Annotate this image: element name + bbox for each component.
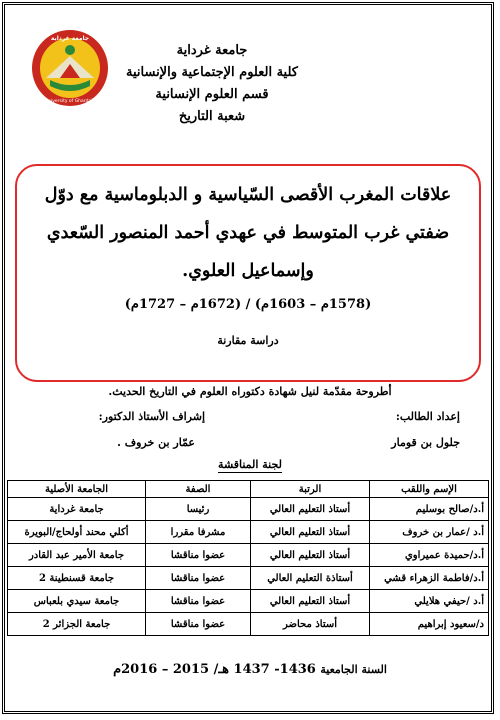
logo-text-bottom: University of Ghardaia — [44, 99, 96, 104]
member-role: عضوا مناقشا — [146, 613, 251, 636]
member-university: جامعة الجزائر 2 — [8, 613, 146, 636]
student-label: إعداد الطالب: — [395, 410, 460, 423]
header-rank: الرتبة — [251, 481, 370, 498]
member-rank: أستاذ محاضر — [251, 613, 370, 636]
title-line-2: ضفتي غرب المتوسط في عهدي أحمد المنصور السّعدي — [46, 223, 450, 243]
academic-year-label: السنة الجامعية — [320, 663, 387, 676]
table-row — [8, 521, 489, 544]
member-role: عضوا مناقشا — [146, 590, 251, 613]
student-name: جلول بن قومار — [391, 436, 460, 449]
member-role: عضوا مناقشا — [146, 544, 251, 567]
period-dates: (1578م – 1603م) / (1672م – 1727م) — [124, 297, 372, 312]
table-row — [8, 498, 489, 521]
table-row — [8, 567, 489, 590]
member-rank: أستاذ التعليم العالي — [251, 590, 370, 613]
member-name: أ.د/فاطمة الزهراء قشي — [370, 567, 489, 590]
member-university: جامعة غرداية — [8, 498, 146, 521]
member-role: مشرفا مقررا — [146, 521, 251, 544]
title-line-3: وإسماعيل العلوي. — [182, 261, 314, 281]
header-name: الإسم واللقب — [370, 481, 489, 498]
member-role: عضوا مناقشا — [146, 567, 251, 590]
branch-name: شعبة التاريخ — [178, 109, 246, 124]
supervisor-name: عمّار بن خروف . — [117, 436, 195, 449]
university-logo — [30, 28, 110, 108]
member-university: جامعة قسنطينة 2 — [8, 567, 146, 590]
supervisor-label: إشراف الأستاذ الدكتور: — [98, 410, 205, 423]
committee-title-text: لجنة المناقشة — [218, 458, 282, 471]
faculty-name: كلية العلوم الإجتماعية والإنسانية — [126, 65, 298, 80]
thesis-note: أطروحة مقدّمة لنيل شهادة دكتوراه العلوم في التاريخ الحديث. — [108, 385, 392, 398]
table-header-row — [8, 481, 489, 498]
member-university: جامعة سيدي بلعباس — [8, 590, 146, 613]
table-row — [8, 544, 489, 567]
study-type: دراسة مقارنة — [217, 334, 279, 347]
member-name: أ.د/صالح بوسليم — [370, 498, 489, 521]
member-university: جامعة الأمير عبد القادر — [8, 544, 146, 567]
member-name: أ.د /عمار بن خروف — [370, 521, 489, 544]
member-rank: أستاذ التعليم العالي — [251, 521, 370, 544]
thesis-title — [40, 176, 456, 290]
member-name: د/سعيود إبراهيم — [370, 613, 489, 636]
department-name: قسم العلوم الإنسانية — [155, 87, 269, 102]
title-line-1: علاقات المغرب الأقصى السّياسية و الدبلوماسية مع دوّل — [44, 185, 452, 205]
member-rank: أستاذة التعليم العالي — [251, 567, 370, 590]
header-role: الصفة — [146, 481, 251, 498]
member-name: أ.د/حميدة عميراوي — [370, 544, 489, 567]
table-row — [8, 613, 489, 636]
logo-text-top: جامعة غرداية — [50, 35, 90, 42]
table-row — [8, 590, 489, 613]
member-university: أكلي محند أولحاج/البويرة — [8, 521, 146, 544]
header-university: الجامعة الأصلية — [8, 481, 146, 498]
member-rank: أستاذ التعليم العالي — [251, 498, 370, 521]
university-name: جامعة غرداية — [176, 43, 248, 58]
member-rank: أستاذ التعليم العالي — [251, 544, 370, 567]
academic-year — [0, 662, 500, 677]
institution-header — [112, 40, 312, 128]
academic-year-value: 1436- 1437 هـ/ 2015 – 2016م — [113, 662, 316, 677]
committee-title — [0, 458, 500, 471]
committee-table — [7, 480, 489, 636]
member-role: رئيسا — [146, 498, 251, 521]
member-name: أ.د /حيفي هلايلي — [370, 590, 489, 613]
